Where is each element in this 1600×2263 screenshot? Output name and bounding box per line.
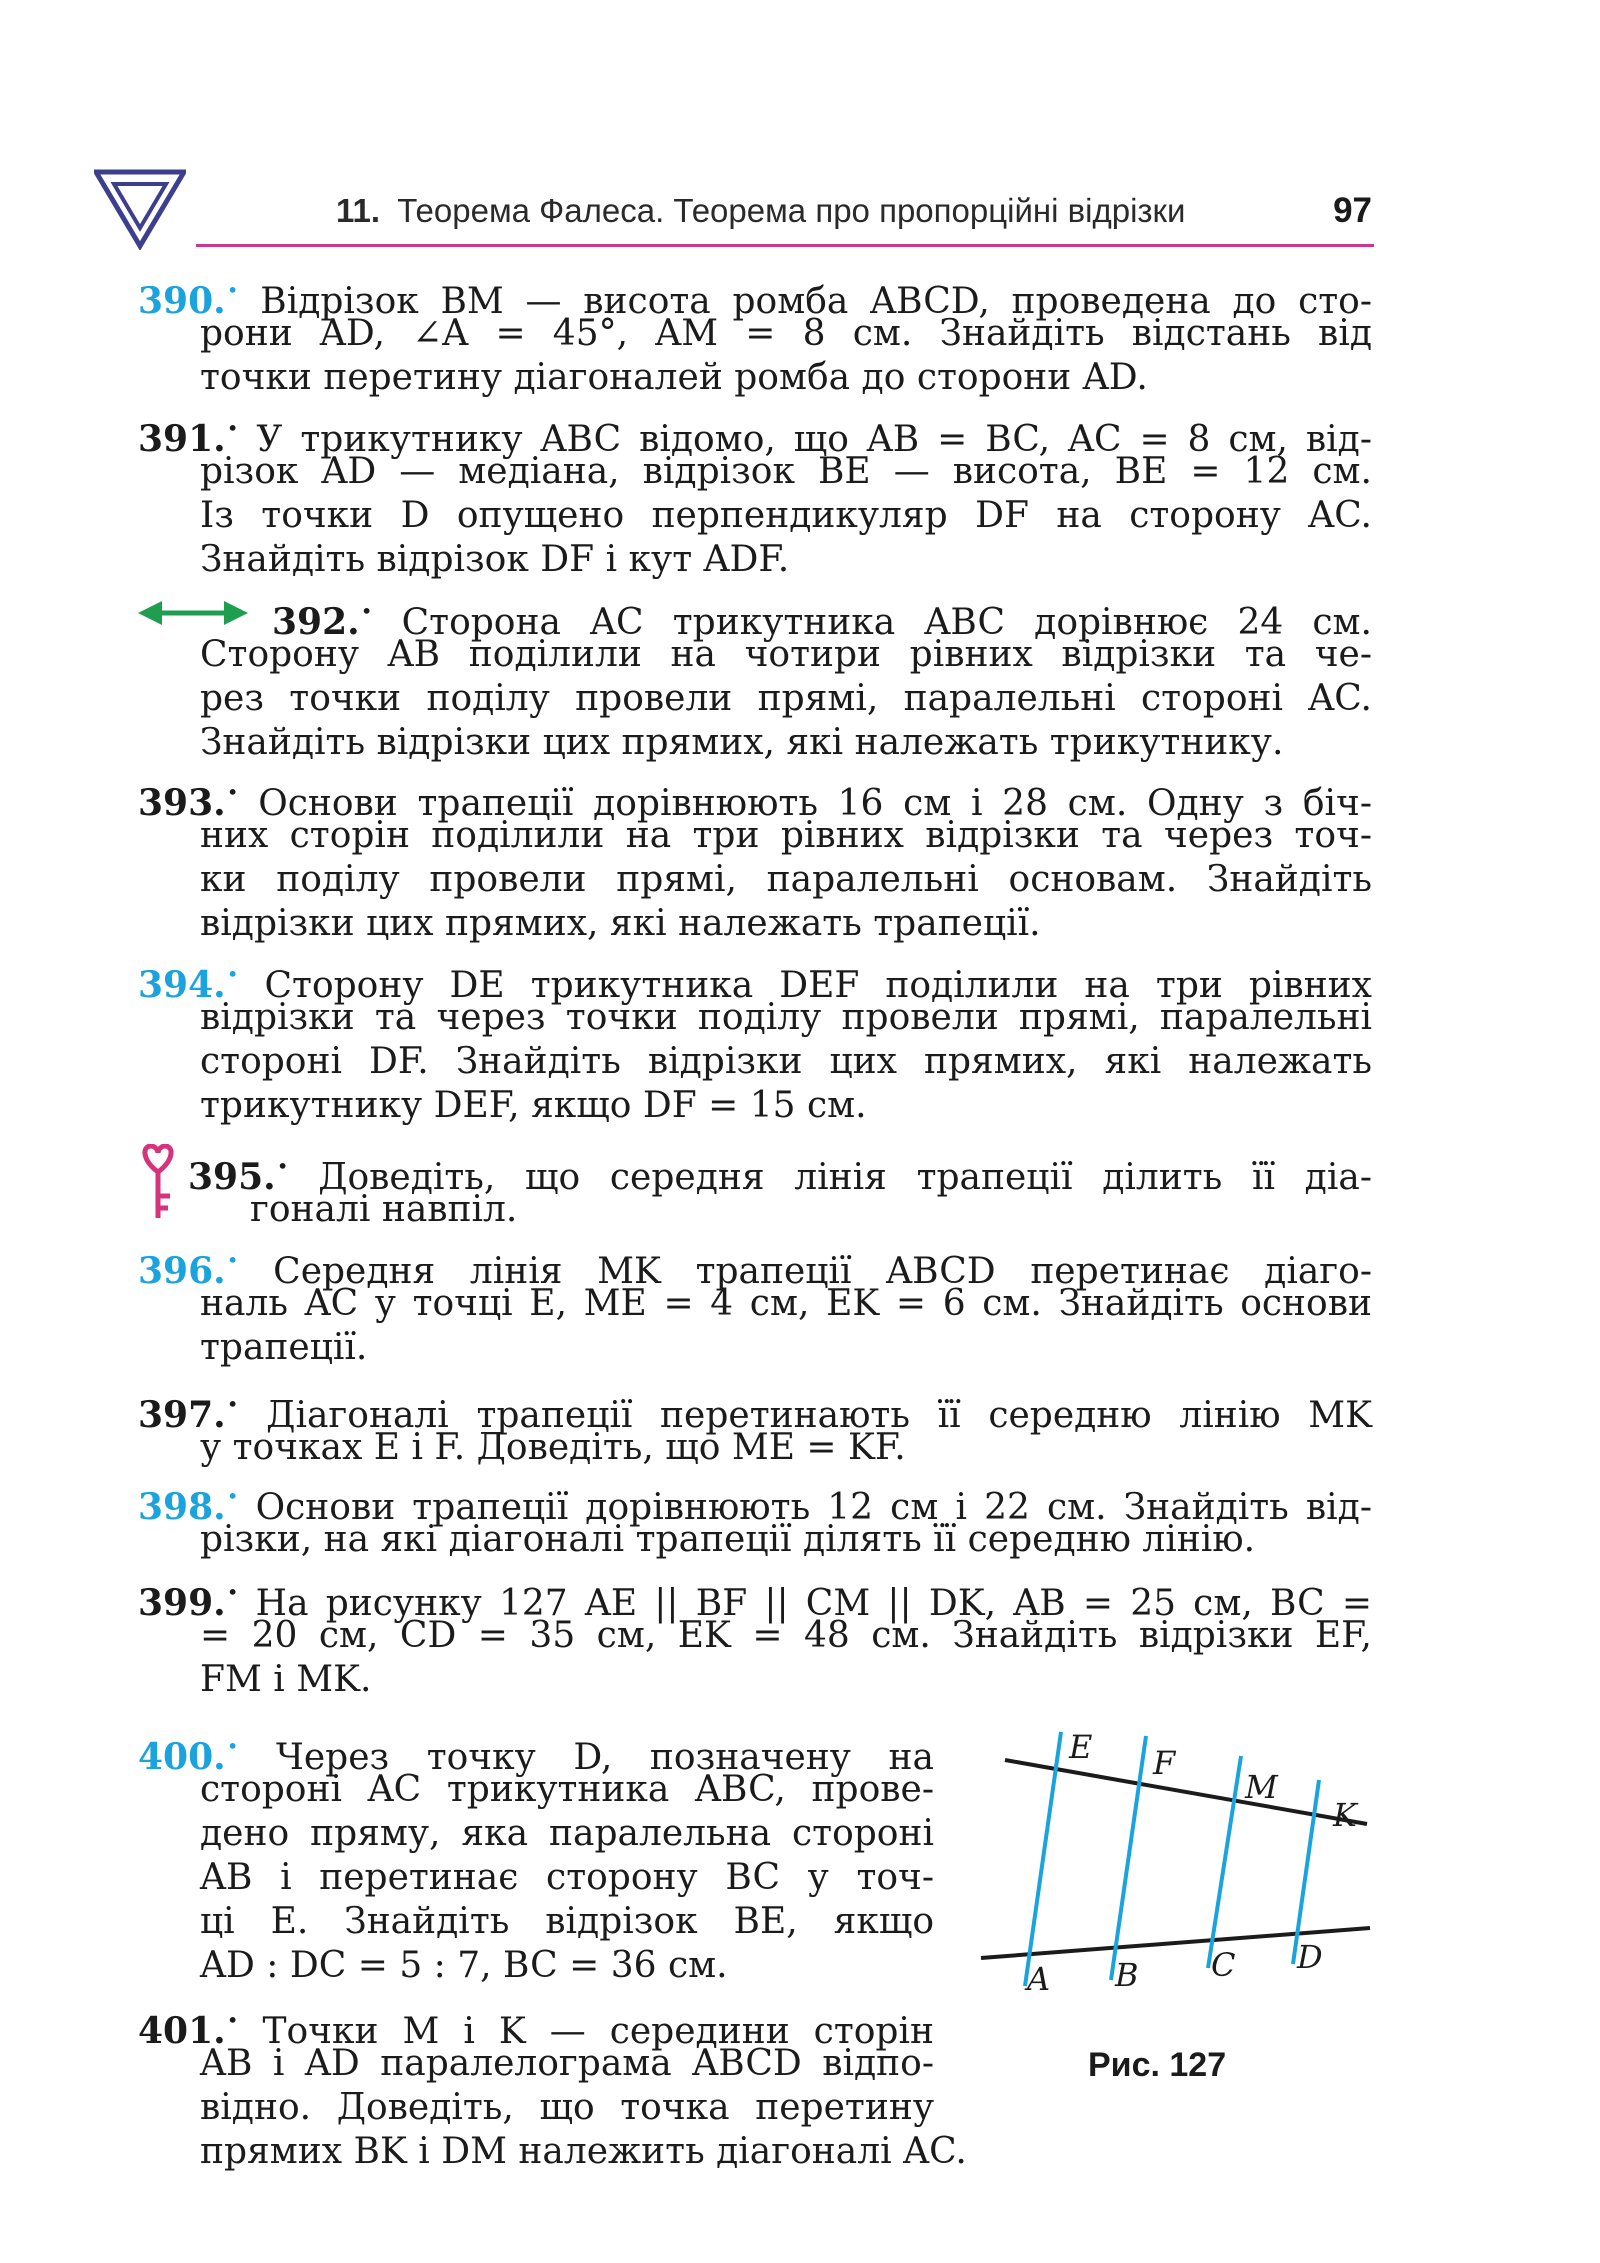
problem-text: Знайдіть відрізки цих прямих, які належать трикутнику. (200, 722, 1284, 763)
problem-text: відрізки та через точки поділу провели прямі, паралельні (200, 997, 1372, 1038)
problem-number: 392. (272, 601, 360, 643)
problem-text: Точки M і K — середини сторін (262, 2011, 934, 2052)
problem-text: дено пряму, яка паралельна стороні (200, 1813, 934, 1854)
problem-text: На рисунку 127 AE || BF || CM || DK, AB = 25 см, BC = (255, 1583, 1372, 1624)
problem-text: Із точки D опущено перпендикуляр DF на сторону AC. (200, 495, 1372, 536)
problem-text: Діагоналі трапеції перетинають її середню лінію MK (266, 1395, 1372, 1436)
problem-number: 390. (138, 280, 226, 322)
problem-text: AD : DC = 5 : 7, BC = 36 см. (200, 1945, 728, 1986)
problem-text: Основи трапеції дорівнюють 16 см і 28 см. Одну з біч- (258, 783, 1373, 824)
problem-text: стороні AC трикутника ABC, прове- (200, 1769, 934, 1810)
problem-number: 396. (138, 1250, 226, 1292)
problem-number: 401. (138, 2010, 226, 2052)
label-C: C (1211, 1946, 1236, 1984)
label-D: D (1297, 1938, 1323, 1976)
parallel-line-BF (1111, 1736, 1146, 1980)
problem-number: 397. (138, 1394, 226, 1436)
label-F: F (1153, 1744, 1176, 1782)
problem-text: рез точки поділу провели прямі, паралельні стороні AC. (200, 678, 1372, 719)
problem-number: 399. (138, 1582, 226, 1624)
label-K: K (1333, 1796, 1357, 1834)
problem-number: 393. (138, 782, 226, 824)
problem-number: 391. (138, 418, 226, 460)
problem-text: стороні DF. Знайдіть відрізки цих прямих, які належать (200, 1041, 1372, 1082)
problem-text: прямих BK і DM належить діагоналі AC. (200, 2131, 967, 2172)
problem-text: ці E. Знайдіть відрізок BE, якщо (200, 1901, 934, 1942)
parallel-line-AE (1025, 1732, 1061, 1986)
problem-393: 393.• Основи трапеції дорівнюють 16 см і 28 см. Одну з біч- них сторін поділили на три рівних відрізки та через точ- ки поділу провели прямі, паралельні основам. Знайдіть відрізки цих прямих, які належать трапеції. (138, 780, 1373, 944)
problem-394: 394.• Сторону DE трикутника DEF поділили на три рівних відрізки та через точки поділу провели прямі, паралельні стороні DF. Знайдіть відрізки цих прямих, які належать трикутнику DEF, якщо DF = 15 см. (138, 962, 1372, 1126)
problem-text: точки перетину діагоналей ромба до сторони AD. (200, 357, 1148, 398)
running-head (336, 192, 1254, 230)
problem-text: у точках E і F. Доведіть, що ME = KF. (200, 1427, 906, 1468)
problem-text: трикутнику DEF, якщо DF = 15 см. (200, 1085, 867, 1126)
problem-395: 395.• Доведіть, що середня лінія трапеції ділить її діа- гоналі навпіл. (188, 1154, 1372, 1230)
problem-392: 392.• Сторона AC трикутника ABC дорівнює 24 см. Сторону AB поділили на чотири рівних відрізки та че- рез точки поділу провели прямі, паралельні стороні AC. Знайдіть відрізки цих прямих, які належать трикутнику. (138, 589, 1372, 765)
page-number: 97 (1333, 191, 1372, 230)
problem-text: Відрізок BM — висота ромба ABCD, проведена до сто- (260, 281, 1372, 322)
problem-text: Середня лінія MK трапеції ABCD перетинає діаго- (273, 1251, 1372, 1292)
problem-390: 390.• Відрізок BM — висота ромба ABCD, проведена до сто- рони AD, ∠A = 45°, AM = 8 см. Знайдіть відстань від точки перетину діагоналей ромба до сторони AD. (138, 278, 1372, 398)
parallel-line-DK (1293, 1780, 1319, 1964)
problem-text: рони AD, ∠A = 45°, AM = 8 см. Знайдіть відстань від (200, 313, 1372, 354)
section-title: Теорема Фалеса. Теорема про пропорційні відрізки (397, 192, 1186, 229)
problem-401: 401.• Точки M і K — середини сторін AB і AD паралелограма ABCD відпо- відно. Доведіть, що точка перетину прямих BK і DM належить діагоналі AC. (138, 1998, 934, 2174)
problem-text: Знайдіть відрізок DF і кут ADF. (200, 539, 790, 580)
problem-text: Сторону DE трикутника DEF поділили на три рівних (264, 965, 1372, 1006)
problem-text: Основи трапеції дорівнюють 12 см і 22 см. Знайдіть від- (255, 1487, 1372, 1528)
problem-text: Доведіть, що середня лінія трапеції ділить її діа- (318, 1157, 1372, 1198)
key-icon (140, 1144, 176, 1220)
problem-text: відно. Доведіть, що точка перетину (200, 2087, 934, 2128)
problem-397: 397.• Діагоналі трапеції перетинають її середню лінію MK у точках E і F. Доведіть, що ME = KF. (138, 1392, 1372, 1468)
problem-398: 398.• Основи трапеції дорівнюють 12 см і 22 см. Знайдіть від- різки, на які діагоналі трапеції ділять її середню лінію. (138, 1484, 1372, 1560)
problem-number: 395. (188, 1156, 276, 1198)
problem-text: У трикутнику ABC відомо, що AB = BC, AC = 8 см, від- (256, 419, 1372, 460)
problem-number: 400. (138, 1736, 226, 1778)
problem-text: відрізки цих прямих, які належать трапеції. (200, 903, 1041, 944)
problem-text: трапеції. (200, 1327, 368, 1368)
problem-text: FM і MK. (200, 1659, 372, 1700)
problem-text: Сторона AC трикутника ABC дорівнює 24 см. (401, 602, 1373, 643)
label-A: A (1027, 1960, 1051, 1998)
label-M: M (1245, 1768, 1278, 1806)
header-rule (196, 244, 1374, 247)
problem-text: ки поділу провели прямі, паралельні основам. Знайдіть (200, 859, 1372, 900)
label-B: B (1115, 1956, 1139, 1994)
section-number: 11. (336, 192, 381, 229)
problem-text: AB і перетинає сторону BC у точ- (200, 1857, 934, 1898)
problem-396: 396.• Середня лінія MK трапеції ABCD перетинає діаго- наль AC у точці E, ME = 4 см, EK = 6 см. Знайдіть основи трапеції. (138, 1248, 1372, 1368)
figure-127 (975, 1728, 1380, 1998)
problem-text: них сторін поділили на три рівних відрізки та через точ- (200, 815, 1372, 856)
parallel-line-CM (1208, 1756, 1241, 1968)
figure-caption: Рис. 127 (1088, 2046, 1227, 2084)
problem-number: 398. (138, 1486, 226, 1528)
problem-number: 394. (138, 964, 226, 1006)
problem-391: 391.• У трикутнику ABC відомо, що AB = BC, AC = 8 см, від- різок AD — медіана, відрізок BE — висота, BE = 12 см. Із точки D опущено перпендикуляр DF на сторону AC. Знайдіть відрізок DF і кут ADF. (138, 416, 1372, 580)
problem-399: 399.• На рисунку 127 AE || BF || CM || DK, AB = 25 см, BC = = 20 см, CD = 35 см, EK = 48 см. Знайдіть відрізки EF, FM і MK. (138, 1580, 1372, 1700)
problem-text: Через точку D, позначену на (276, 1737, 934, 1778)
problem-text: Сторону AB поділили на чотири рівних відрізки та че- (200, 634, 1372, 675)
problem-text: гоналі навпіл. (250, 1189, 518, 1230)
problem-text: AB і AD паралелограма ABCD відпо- (200, 2043, 934, 2084)
triangle-logo-icon (94, 168, 186, 250)
problem-text: = 20 см, CD = 35 см, EK = 48 см. Знайдіть відрізки EF, (200, 1615, 1372, 1656)
label-E: E (1069, 1728, 1093, 1766)
problem-text: різок AD — медіана, відрізок BE — висота, BE = 12 см. (200, 451, 1372, 492)
problem-400: 400.• Через точку D, позначену на стороні AC трикутника ABC, прове- дено пряму, яка паралельна стороні AB і перетинає сторону BC у точ- ці E. Знайдіть відрізок BE, якщо AD : DC = 5 : 7, BC = 36 см. (138, 1734, 934, 1986)
problem-text: різки, на які діагоналі трапеції ділять її середню лінію. (200, 1519, 1256, 1560)
problem-text: наль AC у точці E, ME = 4 см, EK = 6 см. Знайдіть основи (200, 1283, 1372, 1324)
